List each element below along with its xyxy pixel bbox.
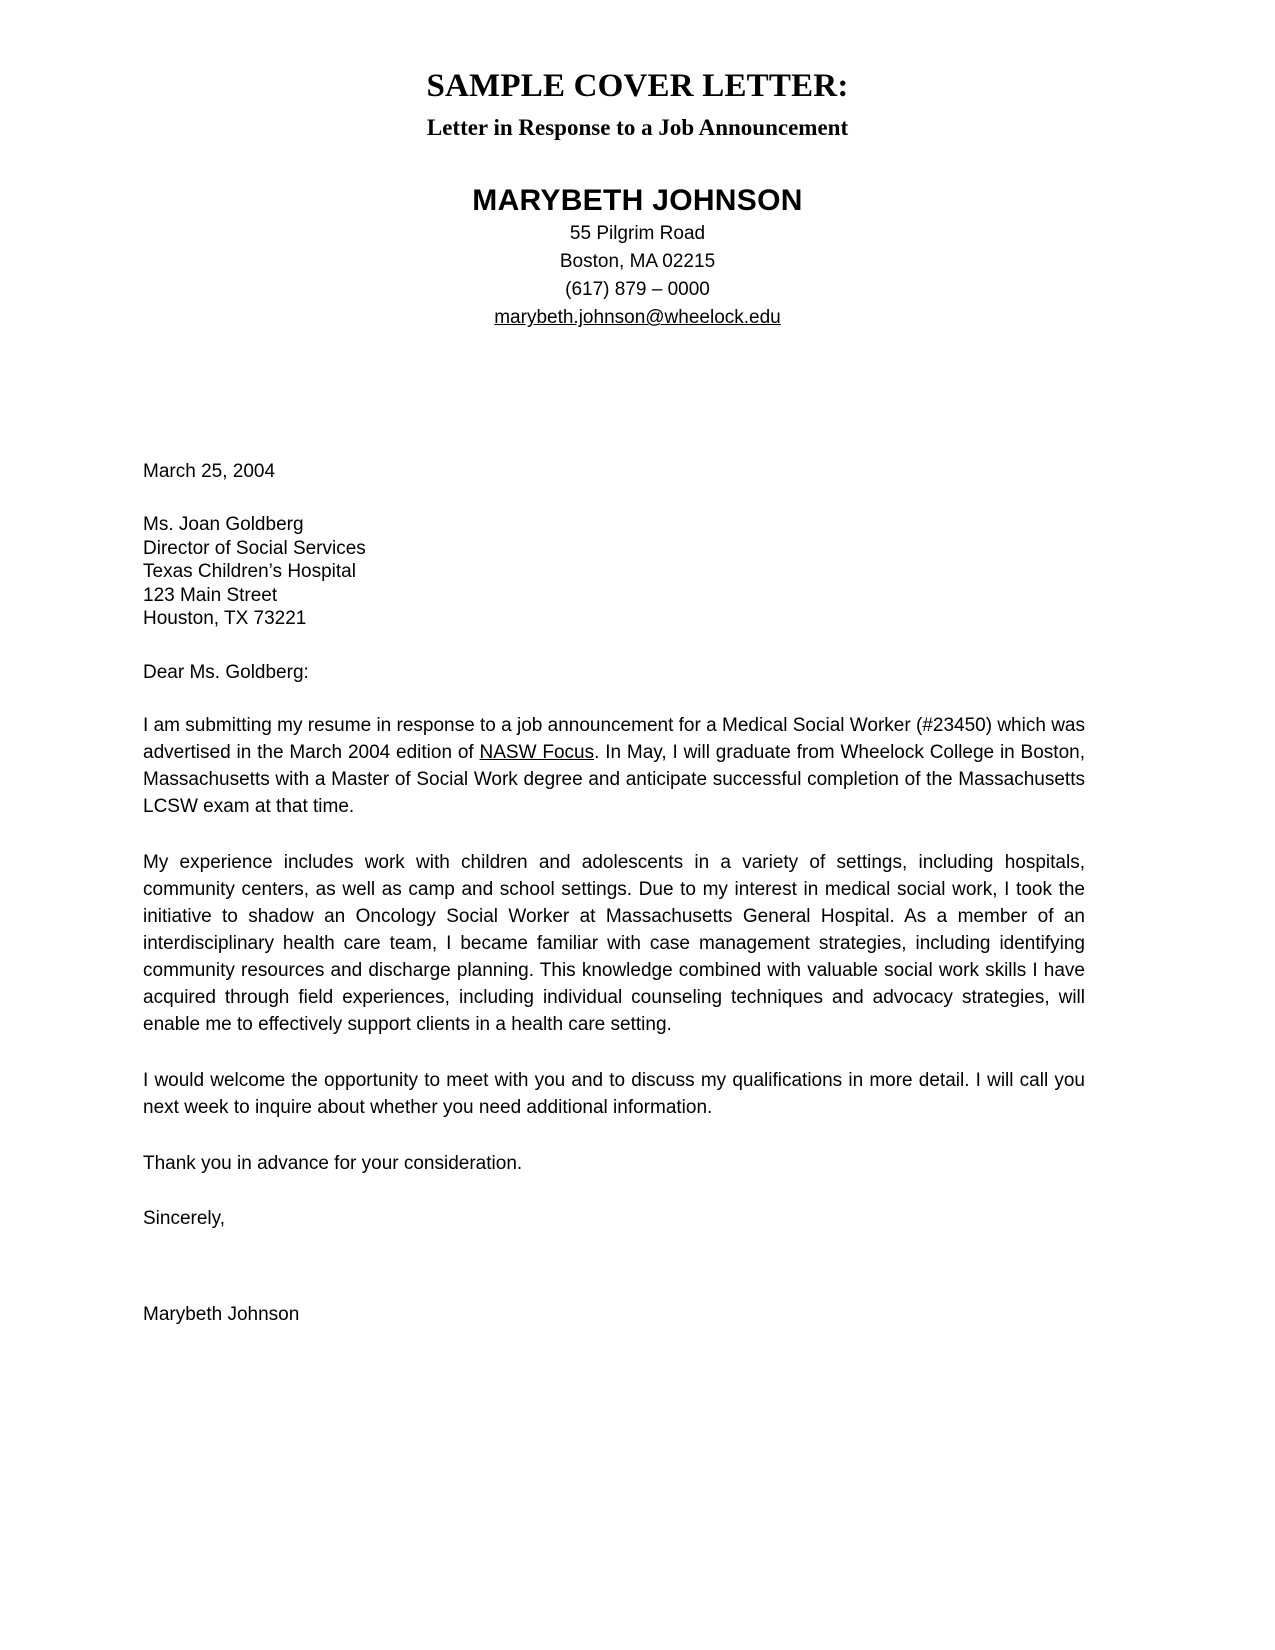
publication-name: NASW Focus (479, 742, 595, 764)
sender-name: MARYBETH JOHNSON (472, 183, 803, 217)
sender-address-block (0, 184, 1275, 331)
document-header (0, 0, 1275, 142)
letter-body (143, 460, 1085, 1326)
closing-line: Sincerely, (143, 1207, 226, 1229)
body-paragraph-4: Thank you in advance for your consideration. (143, 1152, 523, 1174)
recipient-name: Ms. Joan Goldberg (143, 514, 304, 536)
sender-city-state-zip: Boston, MA 02215 (559, 250, 716, 272)
letter-date: March 25, 2004 (143, 461, 276, 482)
body-paragraph-3: I would welcome the opportunity to meet with you and to discuss my qualifications in more detail. I will call you next week to inquire about whether you need additional information. (143, 1069, 1085, 1118)
paragraph-1-text-before: I am submitting my resume in response to a job announcement for a Medical Social Worker (#23450) which was advertised in the March 2004 edition of (143, 715, 1085, 764)
document-subtitle: Letter in Response to a Job Announcement (426, 114, 849, 140)
paragraph-1-text-after: . In May, I will graduate from Wheelock College in Boston, Massachusetts with a Master of Social Work degree and anticipate successful completion of the Massachusetts LCSW exam at that time. (143, 742, 1085, 817)
sender-street: 55 Pilgrim Road (569, 222, 706, 244)
recipient-title: Director of Social Services (143, 537, 366, 559)
salutation: Dear Ms. Goldberg: (143, 661, 309, 683)
body-paragraph-1 (143, 713, 1085, 821)
recipient-organization: Texas Children’s Hospital (143, 561, 356, 583)
body-paragraph-2: My experience includes work with children and adolescents in a variety of settings, including hospitals, community centers, as well as camp and school settings. Due to my interest in medical social work, I took the initiative to shadow an Oncology Social Worker at Massachusetts General Hospital. As a member of an interdisciplinary health care team, I became familiar with case management strategies, including identifying community resources and discharge planning. This knowledge combined with valuable social work skills I have acquired through field experiences, including individual counseling techniques and advocacy strategies, will enable me to effectively support clients in a health care setting. (143, 851, 1085, 1035)
document-title: SAMPLE COVER LETTER: (426, 68, 849, 104)
signature-name: Marybeth Johnson (143, 1303, 300, 1325)
sender-email[interactable]: marybeth.johnson@wheelock.edu (494, 307, 781, 329)
recipient-city-state-zip: Houston, TX 73221 (143, 608, 307, 630)
recipient-address-block (143, 513, 1085, 631)
recipient-street: 123 Main Street (143, 584, 278, 606)
sender-phone: (617) 879 – 0000 (565, 279, 710, 301)
